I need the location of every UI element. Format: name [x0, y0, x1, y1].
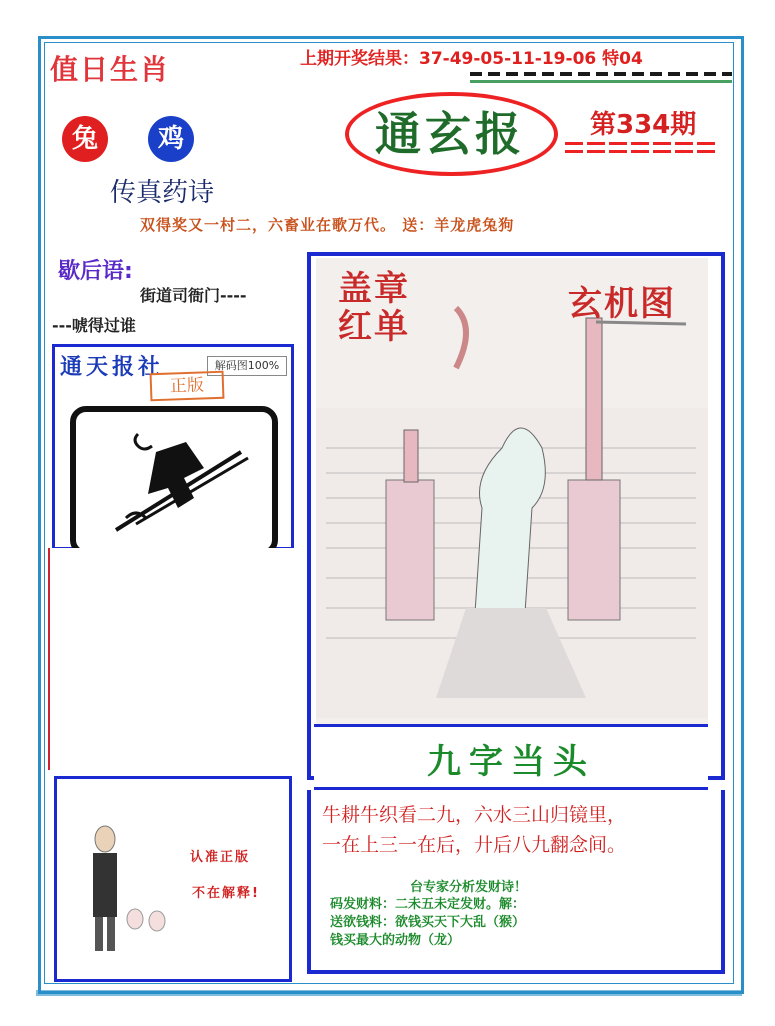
fax-poem-line: 双得奖又一村二，六畜业在歌万代。 送：羊龙虎兔狗	[140, 216, 515, 234]
last-result-text: 上期开奖结果：37-49-05-11-19-06 特04	[300, 49, 643, 69]
zodiac-tag-chicken: 鸡	[148, 116, 194, 162]
divider-line	[470, 80, 732, 83]
fax-poem-label: 传真药诗	[110, 178, 215, 208]
zodiac-tag-rabbit: 兔	[62, 116, 108, 162]
day-zodiac-label: 值日生肖	[50, 53, 171, 86]
genuine-stamp: 正版	[150, 371, 225, 402]
left-blank-area	[48, 548, 306, 770]
expert-title: 台专家分析发财诗！	[410, 880, 528, 895]
expert-line-1: 码发财料：二未五未定发财。解：	[330, 897, 526, 912]
xiehouyu-label: 歇后语:	[58, 259, 133, 284]
xiehouyu-line-1: 街道司衙门----	[140, 286, 247, 305]
poem-line-2: 一在上三一在后，廾后八九翻念间。	[322, 834, 627, 856]
mystery-picture-label: 玄机图	[568, 284, 676, 324]
issue-number: 第334期	[590, 110, 697, 140]
expert-line-3: 钱买最大的动物（龙）	[330, 933, 461, 948]
issue-underline	[565, 142, 715, 156]
genuine-note-2: 不在解释!	[192, 886, 260, 901]
man-illustration	[57, 779, 283, 973]
page-bottom-bar	[36, 990, 742, 996]
left-bottom-panel	[54, 776, 292, 982]
riddle-title: 九字当头	[427, 742, 595, 782]
stamp-label-2: 红单	[338, 307, 410, 347]
skiing-icon	[70, 406, 278, 556]
genuine-note-1: 认准正版	[190, 850, 251, 865]
newspaper-title: 通玄报	[375, 107, 525, 161]
decode-badge: 解码图100%	[207, 356, 287, 376]
stamp-red-label	[338, 270, 410, 346]
left-panel-title: 通天报社	[60, 355, 165, 380]
xiehouyu-line-2: ---唬得过谁	[52, 316, 136, 335]
stamp-label-1: 盖章	[338, 269, 410, 309]
expert-line-2: 送欲钱料：欲钱买天下大乱（猴）	[330, 915, 526, 930]
dashed-divider	[470, 72, 732, 76]
poem-line-1: 牛耕牛织看二九，六水三山归镜里，	[322, 804, 627, 826]
